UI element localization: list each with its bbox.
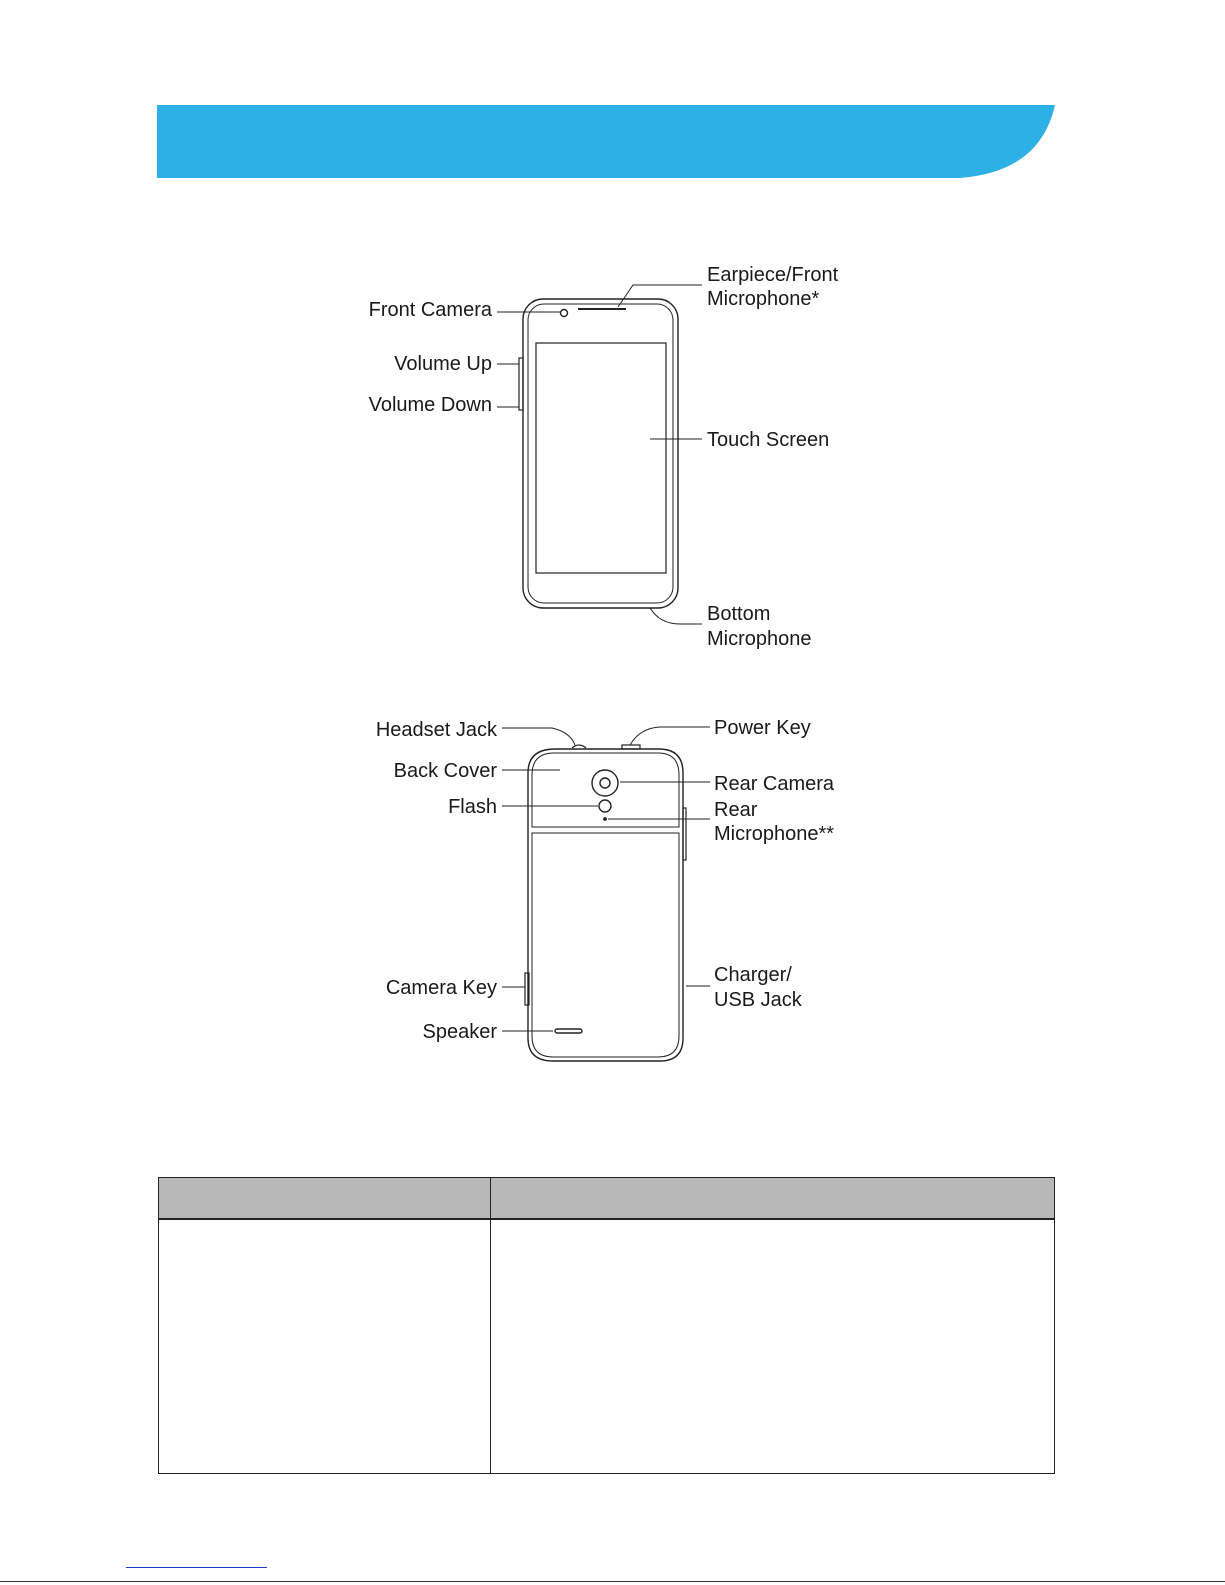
label-earpiece-line1: Earpiece/Front (707, 264, 839, 286)
label-volume-down: Volume Down (368, 394, 492, 416)
table-header-cell (491, 1178, 1055, 1220)
volume-buttons (519, 358, 523, 410)
back-phone-outline (525, 745, 686, 1061)
back-labels (376, 717, 835, 1043)
rear-camera-ring (592, 770, 618, 796)
flash-ring (599, 800, 611, 812)
key-function-table (158, 1177, 1055, 1474)
table-row (159, 1219, 1055, 1474)
label-charger-line2: USB Jack (714, 989, 802, 1011)
rear-mic-hole (604, 818, 606, 820)
front-labels (369, 264, 839, 650)
label-power-key: Power Key (714, 717, 811, 739)
footer-rule (0, 1581, 1225, 1582)
table-cell (491, 1219, 1055, 1474)
label-rear-mic-line2: Microphone** (714, 823, 835, 845)
table-header-row (159, 1178, 1055, 1220)
camera-key (525, 973, 529, 1005)
rear-camera-lens (600, 778, 610, 788)
speaker-grille (555, 1029, 582, 1033)
label-volume-up: Volume Up (394, 353, 492, 375)
power-key-button (622, 745, 640, 749)
label-front-camera: Front Camera (368, 299, 492, 321)
headset-jack (572, 745, 586, 748)
label-charger-line1: Charger/ (714, 964, 792, 986)
side-button (683, 808, 686, 860)
table-header-cell (159, 1178, 491, 1220)
touch-screen-area (536, 343, 666, 573)
front-phone-outline (519, 299, 678, 608)
label-back-cover: Back Cover (393, 760, 497, 782)
label-camera-key: Camera Key (385, 977, 497, 999)
label-speaker: Speaker (422, 1021, 497, 1043)
label-flash: Flash (448, 796, 497, 818)
label-bottom-mic-line2: Microphone (707, 628, 812, 650)
label-headset-jack: Headset Jack (375, 719, 497, 741)
label-bottom-mic-line1: Bottom (707, 603, 771, 625)
front-camera-lens (561, 310, 568, 317)
label-rear-camera: Rear Camera (714, 773, 835, 795)
label-touch-screen: Touch Screen (707, 429, 830, 451)
label-rear-mic-line1: Rear (714, 799, 758, 821)
label-earpiece-line2: Microphone* (707, 288, 820, 310)
table-cell (159, 1219, 491, 1474)
footer-link-underline[interactable] (126, 1567, 267, 1568)
